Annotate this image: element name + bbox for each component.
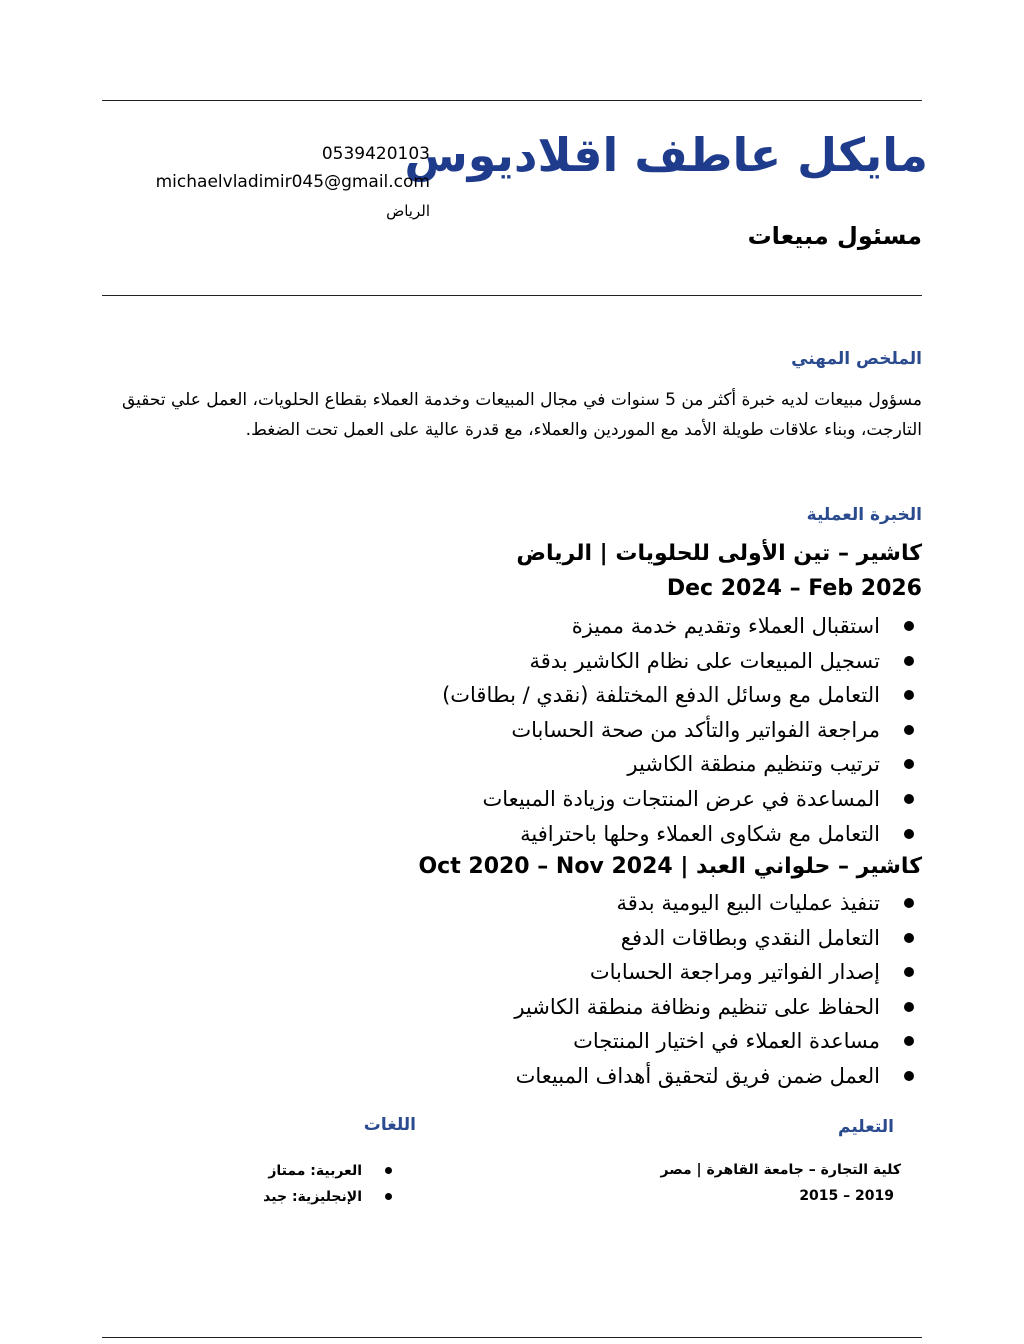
bullet-icon [904, 725, 914, 735]
list-item: الإنجليزية: جيد [263, 1184, 400, 1210]
job-1-dates: Dec 2024 – Feb 2026 [666, 576, 922, 601]
list-item: التعامل النقدي وبطاقات الدفع [514, 921, 922, 956]
list-item: العمل ضمن فريق لتحقيق أهداف المبيعات [514, 1059, 922, 1094]
candidate-name: مايكل عاطف اقلاديوس [404, 128, 928, 182]
list-item: التعامل مع وسائل الدفع المختلفة (نقدي / بطاقات) [442, 678, 922, 713]
bullet-icon [904, 1071, 914, 1081]
header-divider [102, 295, 922, 296]
job-title: مسئول مبيعات [747, 222, 922, 250]
bullet-icon [904, 794, 914, 804]
bullet-icon [904, 829, 914, 839]
bullet-icon [904, 690, 914, 700]
bullet-icon [904, 621, 914, 631]
bullet-icon [385, 1193, 392, 1200]
list-item: مساعدة العملاء في اختيار المنتجات [514, 1024, 922, 1059]
bullet-icon [904, 759, 914, 769]
list-item: ترتيب وتنظيم منطقة الكاشير [442, 747, 922, 782]
languages-title: اللغات [363, 1115, 416, 1135]
list-item: المساعدة في عرض المنتجات وزيادة المبيعات [442, 782, 922, 817]
list-item: الحفاظ على تنظيم ونظافة منطقة الكاشير [514, 990, 922, 1025]
email: michaelvladimir045@gmail.com [155, 172, 430, 192]
bullet-icon [904, 656, 914, 666]
summary-text: مسؤول مبيعات لديه خبرة أكثر من 5 سنوات في مجال المبيعات وخدمة العملاء بقطاع الحلويات، العمل علي تحقيق التارجت، وبناء علاقات طويلة الأمد مع الموردين والعملاء، مع قدرة عالية على العمل تحت الضغط. [121, 390, 922, 440]
top-divider [102, 100, 922, 101]
list-item: استقبال العملاء وتقديم خدمة مميزة [442, 609, 922, 644]
job-1-bullets [442, 609, 922, 851]
list-item: التعامل مع شكاوى العملاء وحلها باحترافية [442, 817, 922, 852]
education-title: التعليم [838, 1117, 894, 1137]
bottom-divider [102, 1337, 922, 1338]
city: الرياض [386, 202, 430, 220]
list-item: تسجيل المبيعات على نظام الكاشير بدقة [442, 644, 922, 679]
job-2-bullets [514, 886, 922, 1094]
summary-title: الملخص المهني [791, 349, 922, 369]
bullet-icon [385, 1167, 392, 1174]
phone: 0539420103 [321, 144, 430, 164]
job-1-heading: كاشير – تين الأولى للحلويات | الرياض [516, 541, 922, 566]
job-2-heading: كاشير – حلواني العبد | Oct 2020 – Nov 2024 [418, 854, 922, 879]
list-item: تنفيذ عمليات البيع اليومية بدقة [514, 886, 922, 921]
education-degree: كلية التجارة – جامعة القاهرة | مصر [660, 1162, 901, 1178]
experience-title: الخبرة العملية [806, 505, 922, 525]
languages-list [263, 1158, 400, 1210]
education-years: 2015 – 2019 [799, 1188, 894, 1204]
bullet-icon [904, 898, 914, 908]
bullet-icon [904, 967, 914, 977]
list-item: مراجعة الفواتير والتأكد من صحة الحسابات [442, 713, 922, 748]
bullet-icon [904, 1002, 914, 1012]
list-item: إصدار الفواتير ومراجعة الحسابات [514, 955, 922, 990]
bullet-icon [904, 1036, 914, 1046]
list-item: العربية: ممتاز [263, 1158, 400, 1184]
bullet-icon [904, 933, 914, 943]
